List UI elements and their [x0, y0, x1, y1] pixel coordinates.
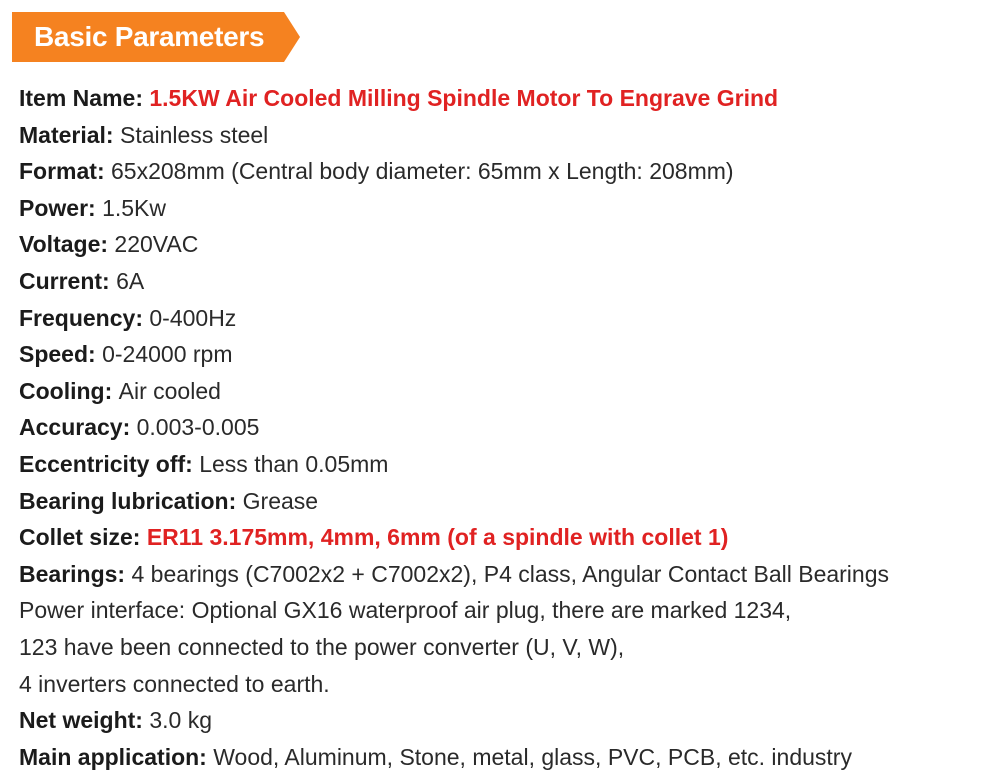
spec-item-name	[19, 80, 989, 117]
spec-value: 1.5Kw	[102, 194, 167, 221]
spec-value: 6A	[116, 267, 145, 294]
spec-label: Bearing lubrication:	[19, 487, 243, 514]
spec-label: Eccentricity off:	[19, 450, 200, 477]
spec-value: 0.003-0.005	[136, 414, 260, 441]
spec-speed	[19, 336, 989, 373]
spec-value: 220VAC	[114, 231, 199, 258]
spec-value: Less than 0.05mm	[199, 450, 389, 477]
spec-value: 0-400Hz	[149, 304, 237, 331]
spec-value: Grease	[242, 487, 319, 514]
spec-value: Wood, Aluminum, Stone, metal, glass, PVC, PCB, etc. industry	[213, 743, 852, 770]
spec-frequency	[19, 300, 989, 337]
spec-net-weight	[19, 702, 989, 739]
spec-bearings	[19, 556, 989, 593]
spec-cooling	[19, 373, 989, 410]
spec-main-application	[19, 739, 989, 776]
spec-label: Net weight:	[19, 707, 150, 734]
spec-list	[19, 80, 989, 775]
spec-label: Collet size:	[19, 524, 147, 551]
spec-bearing-lubrication	[19, 483, 989, 520]
spec-value: 3.0 kg	[149, 707, 212, 734]
spec-label: Material:	[19, 121, 120, 148]
spec-value: Air cooled	[118, 377, 221, 404]
spec-label: Speed:	[19, 341, 103, 368]
spec-label: Power:	[19, 194, 103, 221]
spec-label: Bearings:	[19, 560, 132, 587]
spec-label: Item Name:	[19, 85, 150, 111]
spec-power	[19, 190, 989, 227]
spec-value: ER11 3.175mm, 4mm, 6mm (of a spindle with collet 1)	[146, 524, 729, 551]
spec-voltage	[19, 226, 989, 263]
spec-value: 65x208mm (Central body diameter: 65mm x Length: 208mm)	[111, 158, 734, 185]
spec-accuracy	[19, 409, 989, 446]
spec-label: Accuracy:	[19, 414, 137, 441]
spec-value: Stainless steel	[119, 121, 269, 148]
spec-value: 0-24000 rpm	[102, 341, 233, 368]
spec-label: Voltage:	[19, 231, 115, 258]
spec-collet-size	[19, 519, 989, 556]
spec-format	[19, 153, 989, 190]
spec-label: Cooling:	[19, 377, 119, 404]
power-interface-line: 4 inverters connected to earth.	[19, 670, 330, 697]
spec-current	[19, 263, 989, 300]
spec-eccentricity	[19, 446, 989, 483]
spec-label: Frequency:	[19, 304, 150, 331]
section-banner	[12, 12, 300, 62]
spec-value: 1.5KW Air Cooled Milling Spindle Motor To Engrave Grind	[149, 85, 779, 111]
spec-label: Current:	[19, 267, 117, 294]
section-title: Basic Parameters	[34, 21, 265, 52]
spec-value: 4 bearings (C7002x2 + C7002x2), P4 class, Angular Contact Ball Bearings	[131, 560, 890, 587]
power-interface-line: Power interface: Optional GX16 waterproof air plug, there are marked 1234,	[19, 597, 792, 624]
spec-label: Main application:	[19, 743, 214, 770]
power-interface-line: 123 have been connected to the power converter (U, V, W),	[19, 633, 625, 660]
spec-material	[19, 117, 989, 154]
spec-label: Format:	[19, 158, 111, 185]
